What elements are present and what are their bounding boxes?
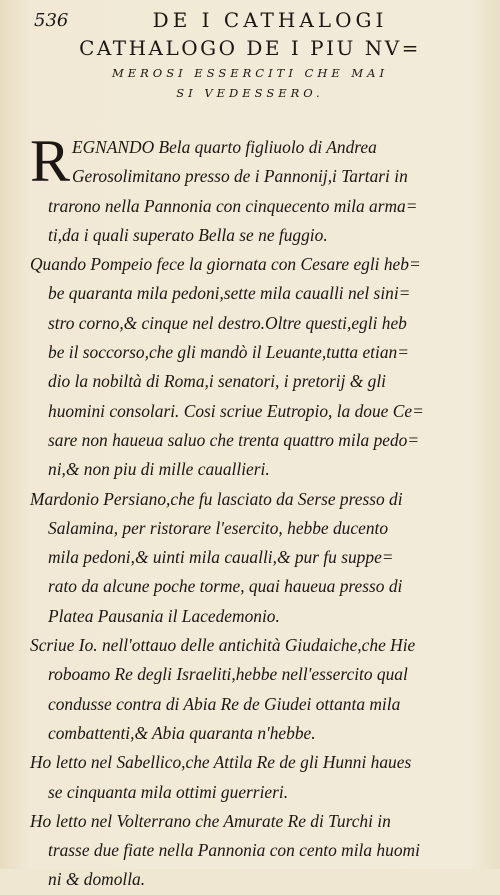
drop-cap: R: [30, 128, 71, 194]
text-line: trarono nella Pannonia con cinquecento mila arma=: [48, 195, 418, 216]
text-line: Ho letto nel Sabellico,che Attila Re de gli Hunni haues: [30, 752, 412, 773]
text-line: se cinquanta mila ottimi guerrieri.: [48, 781, 289, 802]
section-title-line1: CATHALOGO DE I PIU NV=: [79, 36, 421, 60]
section-title-line3: SI VEDESSERO.: [176, 86, 324, 100]
page-number: 536: [34, 10, 69, 31]
text-line: trasse due fiate nella Pannonia con cento mila huomi: [48, 840, 420, 861]
text-line: dio la nobiltà di Roma,i senatori, i pretorij & gli: [48, 371, 386, 392]
running-title: DE I CATHALOGI: [152, 8, 388, 32]
text-line: ti,da i quali superato Bella se ne fuggio.: [48, 224, 328, 245]
text-line: mila pedoni,& uinti mila caualli,& pur fu suppe=: [48, 547, 394, 568]
text-line: combattenti,& Abia quaranta n'hebbe.: [48, 722, 316, 743]
section-title-line2: MEROSI ESSERCITI CHE MAI: [111, 66, 389, 80]
text-line: Mardonio Persiano,che fu lasciato da Serse presso di: [30, 488, 403, 509]
text-line: huomini consolari. Cosi scriue Eutropio, la doue Ce=: [48, 400, 424, 421]
text-line: stro corno,& cinque nel destro.Oltre questi,egli heb: [48, 312, 407, 333]
text-line: roboamo Re degli Israeliti,hebbe nell'essercito qual: [48, 664, 408, 685]
text-line: be quaranta mila pedoni,sette mila caualli nel sini=: [48, 283, 411, 304]
body-text: [30, 128, 470, 895]
text-line: Scriue Io. nell'ottauo delle antichità Giudaiche,che Hie: [30, 635, 416, 656]
text-line: Gerosolimitano presso de i Pannonij,i Tartari in: [72, 166, 408, 187]
first-paragraph-start: [30, 128, 470, 194]
page-header: [0, 8, 500, 100]
text-line: sare non haueua saluo che trenta quattro mila pedo=: [48, 429, 420, 450]
text-line: EGNANDO Bela quarto figliuolo di Andrea: [72, 137, 377, 157]
text-line: rato da alcune poche torme, quai haueua presso di: [48, 576, 403, 597]
text-line: Quando Pompeio fece la giornata con Cesare egli heb=: [30, 254, 421, 275]
text-line: Platea Pausania il Lacedemonio.: [48, 605, 280, 626]
text-line: ni & domolla.: [48, 869, 146, 890]
text-line: Ho letto nel Volterrano che Amurate Re di Turchi in: [30, 810, 391, 831]
text-line: ni,& non piu di mille cauallieri.: [48, 459, 270, 480]
text-line: Salamina, per ristorare l'esercito, hebbe ducento: [48, 517, 389, 538]
text-line: condusse contra di Abia Re de Giudei ottanta mila: [48, 693, 401, 714]
text-line: be il soccorso,che gli mandò il Leuante,tutta etian=: [48, 342, 409, 363]
